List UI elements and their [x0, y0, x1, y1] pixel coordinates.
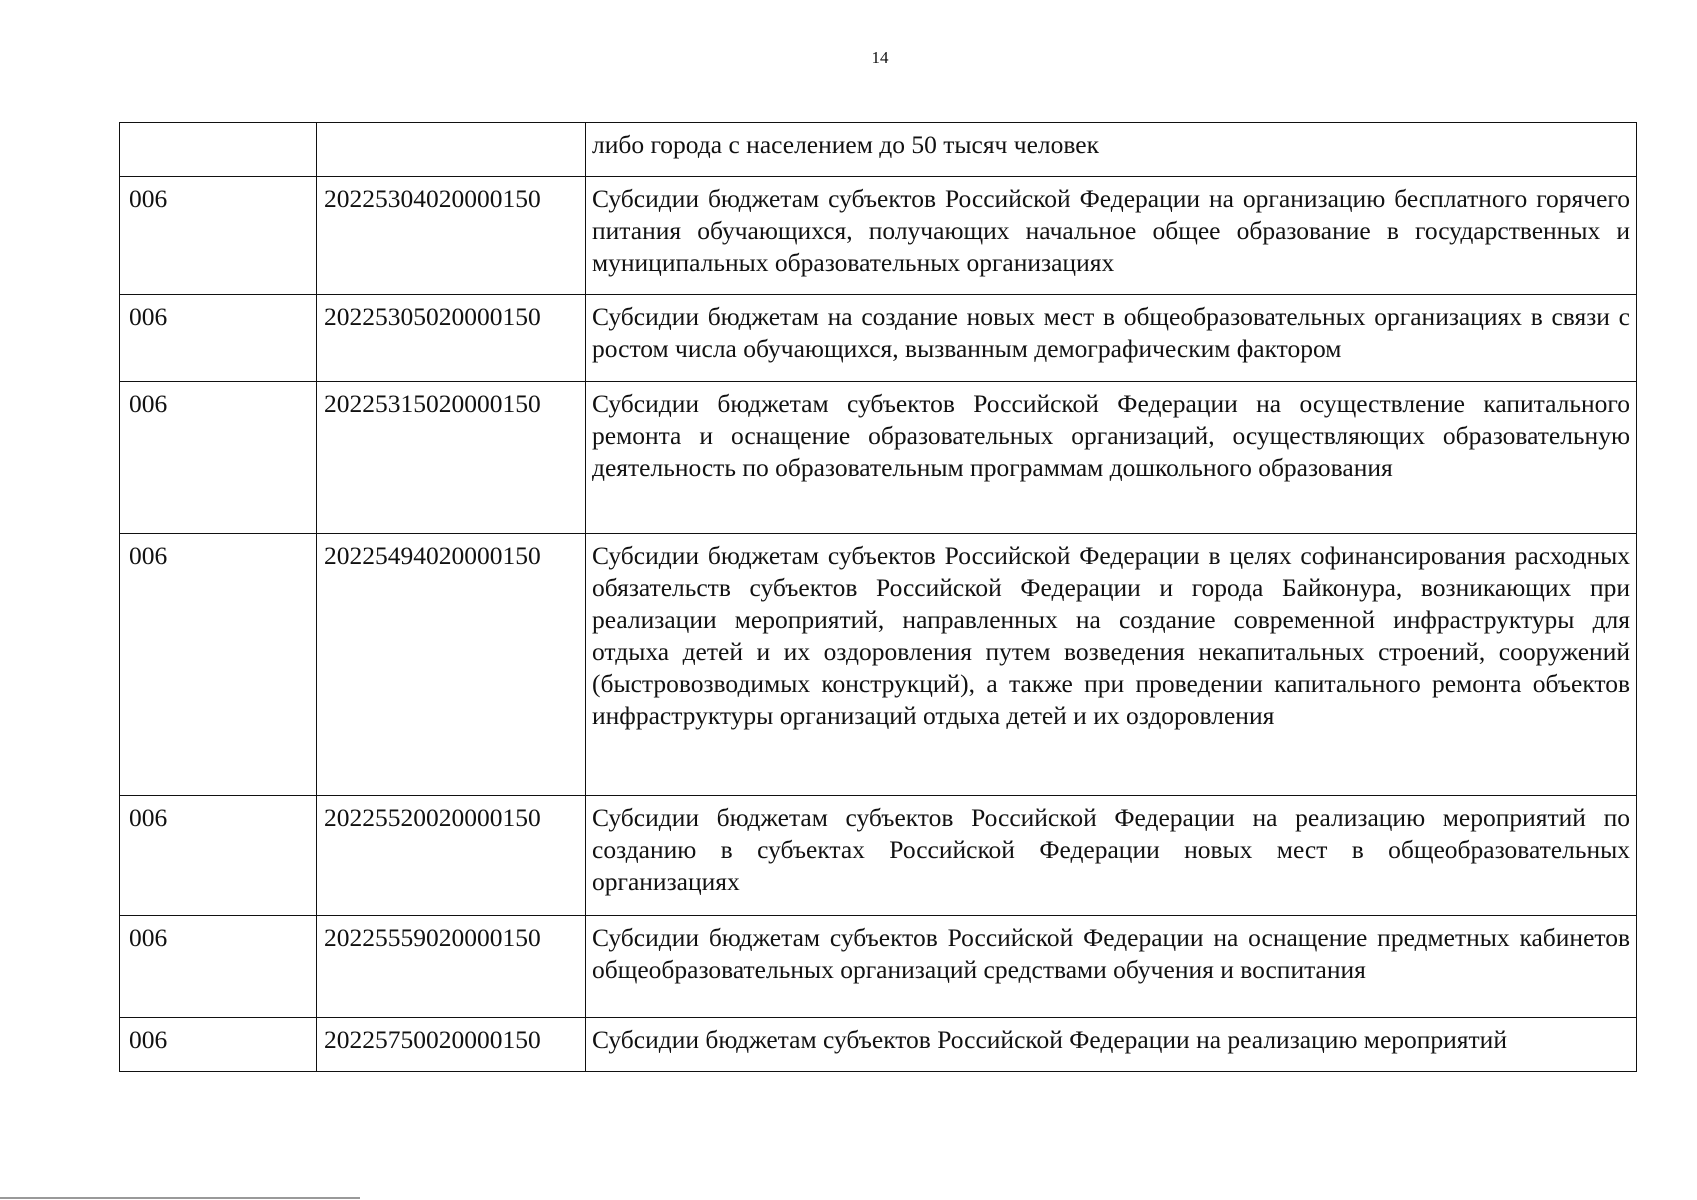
page-number: 14 — [871, 48, 889, 67]
budget-code-cell: 20225304020000150 — [317, 177, 586, 295]
description-cell: Субсидии бюджетам субъектов Российской Федерации на оснащение предметных кабинетов общеобразовательных организаций средствами обучения и воспитания — [586, 916, 1637, 1018]
budget-code-cell: 20225315020000150 — [317, 382, 586, 534]
description-cell: либо города с населением до 50 тысяч человек — [586, 123, 1637, 177]
description-cell: Субсидии бюджетам на создание новых мест в общеобразовательных организациях в связи с ростом числа обучающихся, вызванным демографическим фактором — [586, 295, 1637, 382]
table-row — [120, 295, 1637, 382]
table-row — [120, 916, 1637, 1018]
description-cell: Субсидии бюджетам субъектов Российской Федерации на реализацию мероприятий по созданию в субъектах Российской Федерации новых мест в общеобразовательных организациях — [586, 796, 1637, 916]
admin-code-cell: 006 — [120, 796, 317, 916]
admin-code-cell: 006 — [120, 1018, 317, 1072]
admin-code-cell: 006 — [120, 382, 317, 534]
budget-code-cell: 20225750020000150 — [317, 1018, 586, 1072]
admin-code-cell: 006 — [120, 916, 317, 1018]
budget-code-cell: 20225494020000150 — [317, 534, 586, 796]
budget-code-cell — [317, 123, 586, 177]
description-cell: Субсидии бюджетам субъектов Российской Федерации на организацию бесплатного горячего питания обучающихся, получающих начальное общее образование в государственных и муниципальных образовательных организациях — [586, 177, 1637, 295]
admin-code-cell: 006 — [120, 295, 317, 382]
description-cell: Субсидии бюджетам субъектов Российской Федерации на реализацию мероприятий — [586, 1018, 1637, 1072]
table-row — [120, 123, 1637, 177]
table-row — [120, 1018, 1637, 1072]
table-row — [120, 796, 1637, 916]
admin-code-cell: 006 — [120, 177, 317, 295]
budget-codes-table — [119, 122, 1637, 1072]
table-row — [120, 534, 1637, 796]
description-cell: Субсидии бюджетам субъектов Российской Федерации в целях софинансирования расходных обязательств субъектов Российской Федерации и города Байконура, возникающих при реализации мероприятий, направленных на создание современной инфраструктуры для отдыха детей и их оздоровления путем возведения некапитальных строений, сооружений (быстровозводимых конструкций), а также при проведении капитального ремонта объектов инфраструктуры организаций отдыха детей и их оздоровления — [586, 534, 1637, 796]
budget-code-cell: 20225520020000150 — [317, 796, 586, 916]
budget-code-cell: 20225305020000150 — [317, 295, 586, 382]
scan-edge-line — [0, 1197, 360, 1199]
description-cell: Субсидии бюджетам субъектов Российской Федерации на осуществление капитального ремонта и оснащение образовательных организаций, осуществляющих образовательную деятельность по образовательным программам дошкольного образования — [586, 382, 1637, 534]
table-row — [120, 382, 1637, 534]
table-row — [120, 177, 1637, 295]
budget-code-cell: 20225559020000150 — [317, 916, 586, 1018]
admin-code-cell: 006 — [120, 534, 317, 796]
admin-code-cell — [120, 123, 317, 177]
